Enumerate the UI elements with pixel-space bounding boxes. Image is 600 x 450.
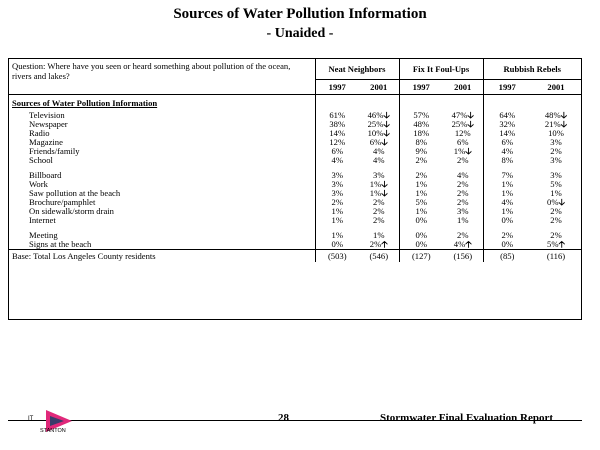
row-label: Magazine xyxy=(29,137,63,147)
arrow-down-icon: 🡣 xyxy=(558,197,565,207)
table-row xyxy=(9,120,581,129)
arrow-down-icon: 🡣 xyxy=(560,119,568,129)
cell-value: 4% xyxy=(373,155,385,165)
cell-value: 4% xyxy=(453,239,466,249)
cell-value: 8% xyxy=(501,155,513,165)
cell-value: 3% xyxy=(331,170,343,180)
table-cell xyxy=(359,240,399,250)
cell-value: 2% xyxy=(373,197,385,207)
base-row xyxy=(9,250,581,263)
base-label: Base: Total Los Angeles County residents xyxy=(12,250,156,261)
cell-value: 3% xyxy=(457,206,469,216)
base-count: (546) xyxy=(369,250,389,261)
arrow-down-icon: 🡣 xyxy=(381,188,388,198)
table-cell xyxy=(443,156,483,165)
cell-value: 2% xyxy=(331,197,343,207)
cell-value: 47% xyxy=(451,110,468,120)
row-label: Newspaper xyxy=(29,119,68,129)
table-cell xyxy=(359,156,399,165)
cell-value: 1% xyxy=(415,206,427,216)
page-subtitle: - Unaided - xyxy=(266,26,334,41)
cell-value: 48% xyxy=(544,110,561,120)
cell-value: 64% xyxy=(499,110,516,120)
cell-value: 1% xyxy=(369,179,382,189)
report-title: Stormwater Final Evaluation Report xyxy=(380,412,554,424)
cell-value: 14% xyxy=(329,128,346,138)
base-count: (85) xyxy=(483,250,531,263)
year-header: 1997 xyxy=(315,80,359,95)
cell-value: 2% xyxy=(550,230,562,240)
arrow-up-icon: 🡡 xyxy=(381,239,388,249)
table-row xyxy=(9,147,581,156)
cell-value: 2% xyxy=(415,155,427,165)
arrow-down-icon: 🡣 xyxy=(383,128,390,138)
table-row xyxy=(9,171,581,180)
arrow-down-icon: 🡣 xyxy=(467,119,474,129)
table-cell xyxy=(399,240,443,250)
cell-value: 14% xyxy=(499,128,516,138)
cell-value: 1% xyxy=(415,179,427,189)
cell-value: 10% xyxy=(367,128,384,138)
cell-value: 2% xyxy=(457,179,469,189)
cell-value: 2% xyxy=(373,215,385,225)
cell-value: 18% xyxy=(413,128,430,138)
cell-value: 2% xyxy=(369,239,382,249)
cell-value: 2% xyxy=(415,170,427,180)
arrow-down-icon: 🡣 xyxy=(383,119,390,129)
cell-value: 25% xyxy=(451,119,468,129)
year-header: 1997 xyxy=(399,80,443,95)
cell-value: 6% xyxy=(331,146,343,156)
arrow-down-icon: 🡣 xyxy=(465,146,472,156)
row-label: Radio xyxy=(29,128,50,138)
cell-value: 1% xyxy=(501,188,513,198)
cell-value: 6% xyxy=(369,137,382,147)
cell-value: 0% xyxy=(415,239,427,249)
row-label: Television xyxy=(29,110,65,120)
cell-value: 3% xyxy=(550,137,562,147)
cell-value: 3% xyxy=(373,170,385,180)
cell-value: 46% xyxy=(367,110,384,120)
cell-value: 3% xyxy=(331,188,343,198)
arrow-down-icon: 🡣 xyxy=(383,110,390,120)
cell-value: 61% xyxy=(329,110,346,120)
table-cell xyxy=(315,216,359,225)
cell-value: 0% xyxy=(331,239,343,249)
table-cell xyxy=(399,156,443,165)
cell-value: 6% xyxy=(457,137,469,147)
cell-value: 48% xyxy=(413,119,430,129)
row-label: Brochure/pamphlet xyxy=(29,197,96,207)
row-label: On sidewalk/storm drain xyxy=(29,206,114,216)
group-header-rubbish-rebels: Rubbish Rebels xyxy=(483,59,581,80)
cell-value: 2% xyxy=(550,146,562,156)
cell-value: 0% xyxy=(415,230,427,240)
table-cell xyxy=(531,240,581,250)
cell-value: 10% xyxy=(548,128,564,138)
base-count: (116) xyxy=(546,250,566,261)
base-count: (156) xyxy=(453,250,473,261)
cell-value: 3% xyxy=(331,179,343,189)
table-row xyxy=(9,240,581,250)
base-count: (127) xyxy=(399,250,443,263)
cell-value: 57% xyxy=(413,110,430,120)
table-cell xyxy=(483,156,531,165)
cell-value: 9% xyxy=(415,146,427,156)
table-cell xyxy=(399,216,443,225)
cell-value: 2% xyxy=(550,215,562,225)
cell-value: 0% xyxy=(501,215,513,225)
cell-value: 1% xyxy=(501,179,513,189)
cell-value: 12% xyxy=(329,137,346,147)
row-label: School xyxy=(29,155,53,165)
cell-value: 1% xyxy=(331,230,343,240)
cell-value: 1% xyxy=(369,188,382,198)
cell-value: 2% xyxy=(457,188,469,198)
cell-value: 5% xyxy=(415,197,427,207)
table-cell xyxy=(443,216,483,225)
cell-value: 8% xyxy=(415,137,427,147)
table-row xyxy=(9,129,581,138)
cell-value: 4% xyxy=(457,170,469,180)
cell-value: 1% xyxy=(453,146,466,156)
group-header-fix-it-foul-ups: Fix It Foul-Ups xyxy=(399,59,483,80)
data-table-frame xyxy=(8,58,582,320)
row-label: Internet xyxy=(29,215,56,225)
cell-value: 12% xyxy=(454,128,471,138)
base-count: (503) xyxy=(315,250,359,263)
cell-value: 4% xyxy=(373,146,385,156)
table-row xyxy=(9,207,581,216)
row-label: Meeting xyxy=(29,230,58,240)
table-cell xyxy=(443,240,483,250)
table-cell xyxy=(315,240,359,250)
year-header: 2001 xyxy=(370,81,388,92)
data-table xyxy=(9,59,581,262)
cell-value: 1% xyxy=(373,230,385,240)
cell-value: 0% xyxy=(501,239,513,249)
company-logo xyxy=(26,408,88,434)
table-row xyxy=(9,138,581,147)
page-number: 28 xyxy=(278,412,289,424)
cell-value: 3% xyxy=(550,170,562,180)
group-header-neat-neighbors: Neat Neighbors xyxy=(315,59,399,80)
cell-value: 21% xyxy=(544,119,561,129)
table-cell xyxy=(483,240,531,250)
table-cell xyxy=(483,216,531,225)
cell-value: 4% xyxy=(501,146,513,156)
cell-value: 0% xyxy=(547,197,559,207)
arrow-up-icon: 🡡 xyxy=(465,239,472,249)
cell-value: 7% xyxy=(501,170,513,180)
section-label: Sources of Water Pollution Information xyxy=(12,98,158,108)
question-text: Question: Where have you seen or heard something about pollution of the ocean, rivers and lakes? xyxy=(12,61,291,81)
table-cell xyxy=(315,156,359,165)
table-cell xyxy=(359,216,399,225)
cell-value: 2% xyxy=(550,206,562,216)
arrow-down-icon: 🡣 xyxy=(381,179,388,189)
cell-value: 1% xyxy=(331,215,343,225)
year-header: 1997 xyxy=(483,80,531,95)
row-label: Signs at the beach xyxy=(29,239,92,249)
cell-value: 5% xyxy=(550,179,562,189)
row-label: Billboard xyxy=(29,170,62,180)
table-cell xyxy=(531,156,581,165)
table-row xyxy=(9,111,581,120)
arrow-down-icon: 🡣 xyxy=(467,110,474,120)
svg-text:STANTON: STANTON xyxy=(40,428,66,434)
cell-value: 2% xyxy=(457,197,469,207)
cell-value: 2% xyxy=(457,155,469,165)
cell-value: 3% xyxy=(550,155,562,165)
cell-value: 2% xyxy=(373,206,385,216)
year-header: 2001 xyxy=(547,81,565,92)
cell-value: 32% xyxy=(499,119,516,129)
arrow-down-icon: 🡣 xyxy=(381,137,388,147)
arrow-up-icon: 🡡 xyxy=(558,239,565,249)
cell-value: 2% xyxy=(501,230,513,240)
table-cell xyxy=(531,216,581,225)
cell-value: 0% xyxy=(415,215,427,225)
cell-value: 1% xyxy=(501,206,513,216)
row-label: Work xyxy=(29,179,48,189)
table-row xyxy=(9,156,581,165)
cell-value: 4% xyxy=(331,155,343,165)
table-row xyxy=(9,231,581,240)
year-header: 2001 xyxy=(454,81,472,92)
cell-value: 1% xyxy=(331,206,343,216)
cell-value: 25% xyxy=(367,119,384,129)
svg-text:IT: IT xyxy=(28,416,34,422)
row-label: Friends/family xyxy=(29,146,80,156)
cell-value: 5% xyxy=(547,239,559,249)
cell-value: 1% xyxy=(457,215,469,225)
cell-value: 1% xyxy=(550,188,562,198)
table-row xyxy=(9,216,581,225)
page-title: Sources of Water Pollution Information xyxy=(173,6,427,22)
cell-value: 2% xyxy=(457,230,469,240)
cell-value: 1% xyxy=(415,188,427,198)
arrow-down-icon: 🡣 xyxy=(560,110,568,120)
cell-value: 6% xyxy=(501,137,513,147)
cell-value: 4% xyxy=(501,197,513,207)
cell-value: 38% xyxy=(329,119,346,129)
row-label: Saw pollution at the beach xyxy=(29,188,121,198)
